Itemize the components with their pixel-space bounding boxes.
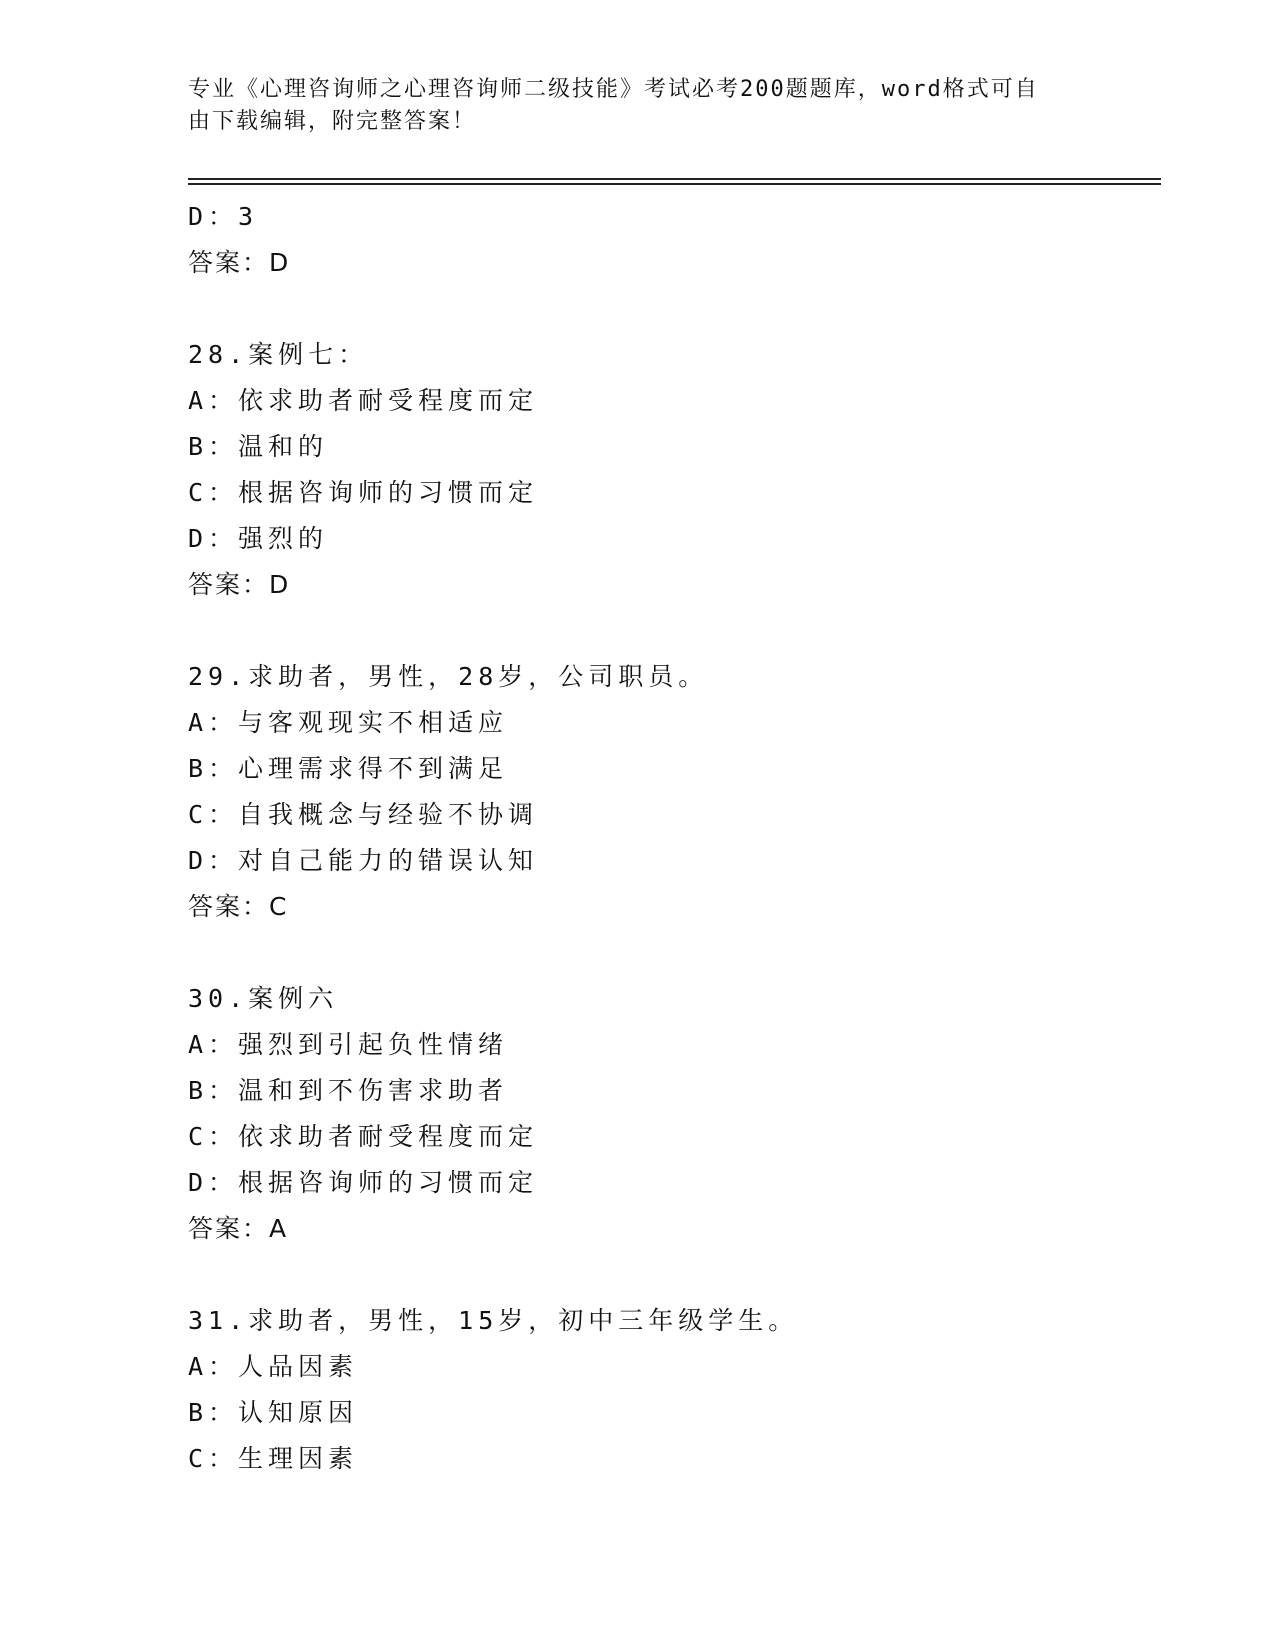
option-d: D：强烈的 (188, 524, 329, 553)
option-a: A：与客观现实不相适应 (188, 708, 509, 737)
header-line-1: 专业《心理咨询师之心理咨询师二级技能》考试必考200题题库，word格式可自 (188, 77, 1039, 102)
option-b: B：温和的 (188, 432, 329, 461)
question-stem: 30.案例六 (188, 984, 339, 1013)
option-d: D：根据咨询师的习惯而定 (188, 1168, 539, 1197)
option-a: A：依求助者耐受程度而定 (188, 386, 539, 415)
option-d: D：对自己能力的错误认知 (188, 846, 539, 875)
option-c: C：生理因素 (188, 1444, 359, 1473)
spacer (188, 608, 1148, 654)
question-28 (188, 332, 1148, 608)
spacer (188, 1252, 1148, 1298)
answer-line: 答案：C (188, 892, 289, 921)
question-30 (188, 976, 1148, 1252)
option-c: C：自我概念与经验不协调 (188, 800, 539, 829)
question-stem: 31.求助者，男性，15岁，初中三年级学生。 (188, 1306, 799, 1335)
header-line-2: 由下载编辑，附完整答案！ (188, 109, 477, 134)
option-b: B：认知原因 (188, 1398, 359, 1427)
question-stem: 28.案例七： (188, 340, 369, 369)
answer-line: 答案：A (188, 1214, 289, 1243)
option-c: C：依求助者耐受程度而定 (188, 1122, 539, 1151)
question-stem: 29.求助者，男性，28岁，公司职员。 (188, 662, 709, 691)
option-d: D：3 (188, 202, 259, 231)
question-29 (188, 654, 1148, 930)
answer-line: 答案：D (188, 248, 291, 277)
question-list (188, 194, 1148, 1482)
option-a: A：人品因素 (188, 1352, 359, 1381)
option-b: B：心理需求得不到满足 (188, 754, 509, 783)
question-31 (188, 1298, 1148, 1482)
header-rule-top (188, 178, 1161, 180)
option-b: B：温和到不伤害求助者 (188, 1076, 509, 1105)
header-rule-bottom (188, 183, 1161, 185)
option-a: A：强烈到引起负性情绪 (188, 1030, 509, 1059)
spacer (188, 286, 1148, 332)
spacer (188, 930, 1148, 976)
option-c: C：根据咨询师的习惯而定 (188, 478, 539, 507)
answer-line: 答案：D (188, 570, 291, 599)
document-header (188, 74, 1088, 138)
